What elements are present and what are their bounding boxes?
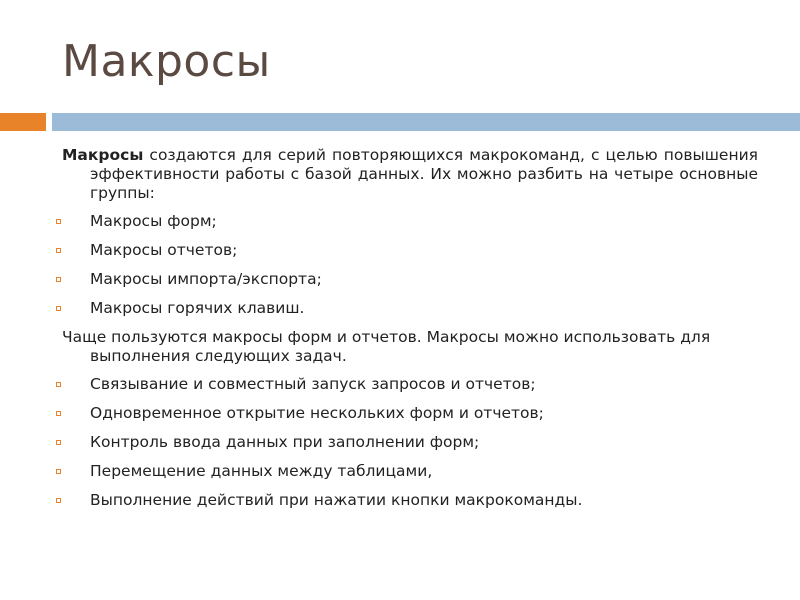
task-list-item [62,375,758,394]
slide-content [62,146,758,520]
task-item-label: Связывание и совместный запуск запросов и отчетов; [90,375,536,393]
task-item-label: Выполнение действий при нажатии кнопки макрокоманды. [90,491,583,509]
accent-bar-blue [52,113,800,131]
task-item-label: Одновременное открытие нескольких форм и отчетов; [90,404,544,422]
group-list-item [62,241,758,260]
square-bullet-icon [56,277,61,282]
task-item-label: Контроль ввода данных при заполнении форм; [90,433,480,451]
task-list-item [62,433,758,452]
group-item-label: Макросы форм; [90,212,217,230]
intro-text: создаются для серий повторяющихся макрокоманд, с целью повышения эффективности работы с базой данных. Их можно разбить на четыре основные группы: [90,146,758,202]
task-item-label: Перемещение данных между таблицами, [90,462,433,480]
group-list-item [62,212,758,231]
task-list-item [62,404,758,423]
group-item-label: Макросы импорта/экспорта; [90,270,322,288]
usage-paragraph: Чаще пользуются макросы форм и отчетов. Макросы можно использовать для выполнения следующих задач. [62,328,711,365]
group-list-item [62,299,758,318]
square-bullet-icon [56,219,61,224]
group-list-item [62,270,758,289]
square-bullet-icon [56,411,61,416]
square-bullet-icon [56,382,61,387]
accent-bar-orange [0,113,46,131]
square-bullet-icon [56,440,61,445]
square-bullet-icon [56,248,61,253]
group-item-label: Макросы горячих клавиш. [90,299,305,317]
intro-paragraph [62,146,758,203]
square-bullet-icon [56,498,61,503]
square-bullet-icon [56,306,61,311]
square-bullet-icon [56,469,61,474]
task-list-item [62,491,758,510]
slide-title: Макросы [62,36,271,87]
intro-bold-term: Макросы [62,146,144,164]
group-item-label: Макросы отчетов; [90,241,238,259]
task-list-item [62,462,758,481]
